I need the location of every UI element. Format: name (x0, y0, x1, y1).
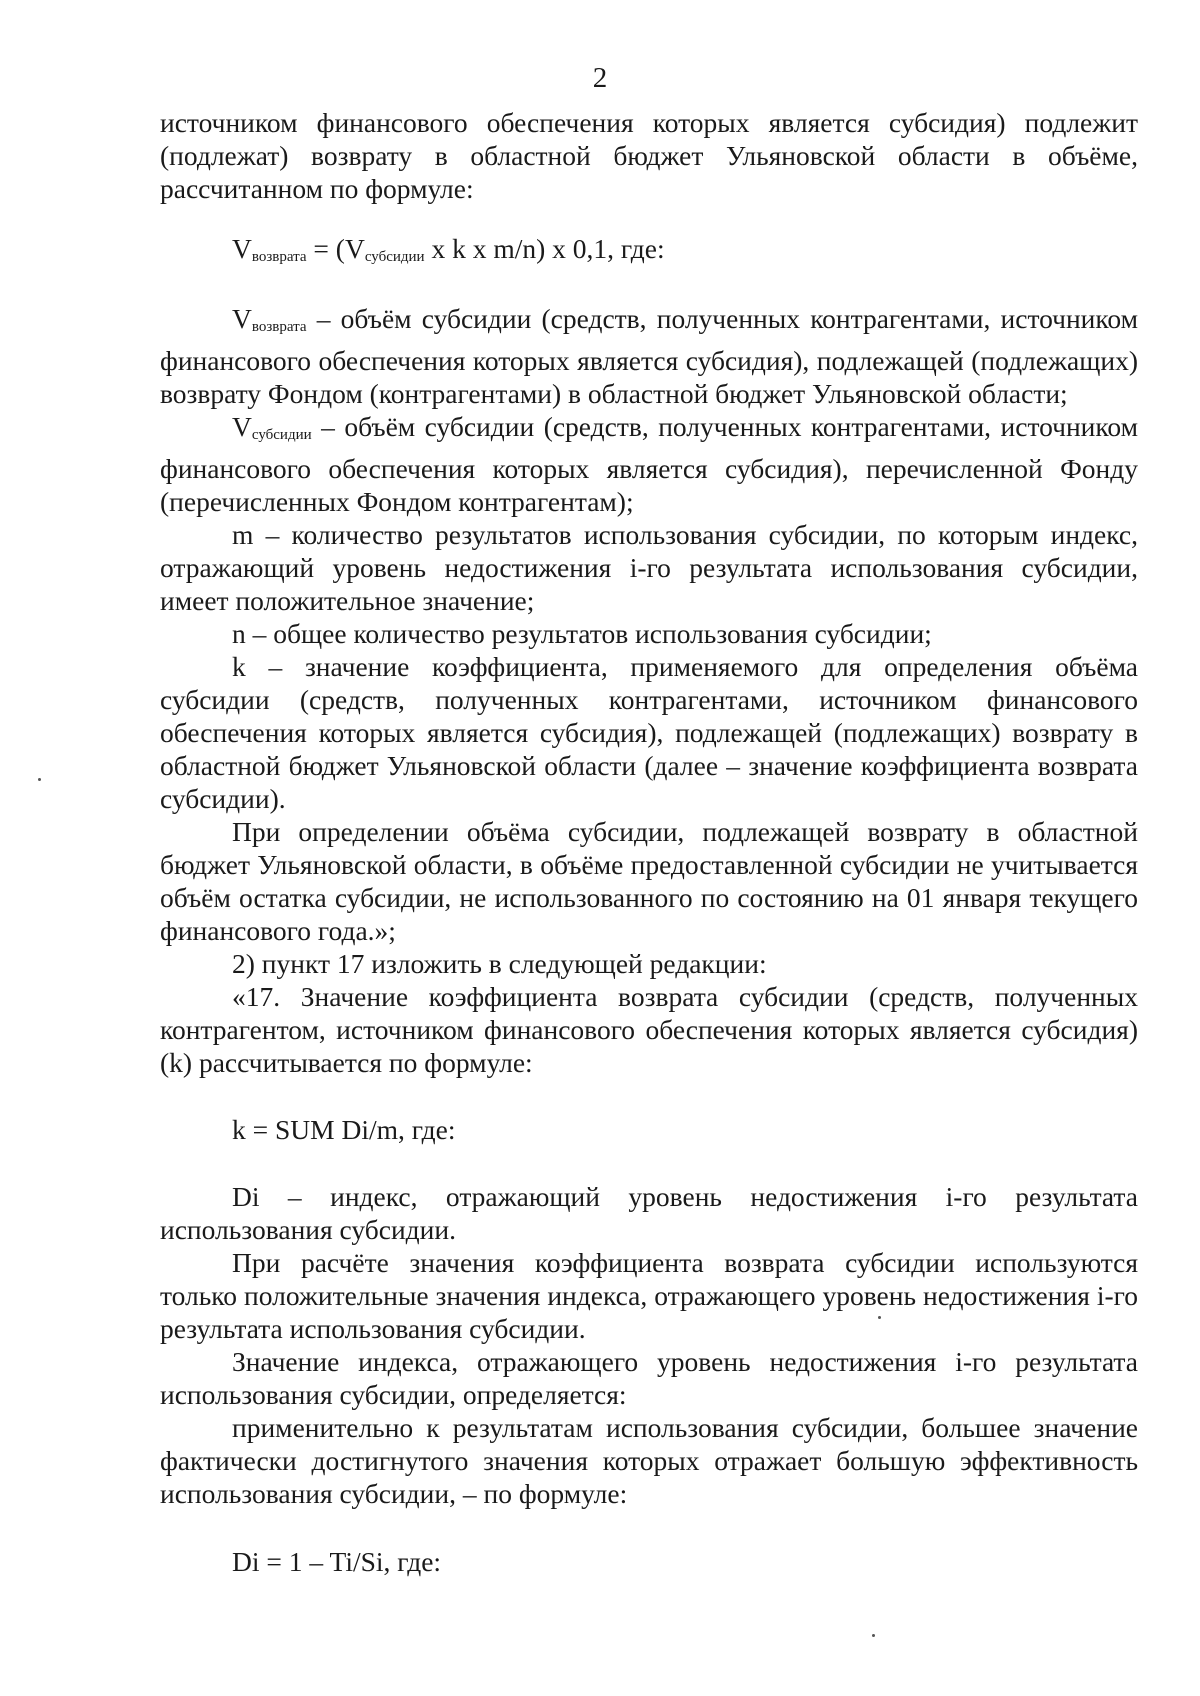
paragraph-opredelenii: При определении объёма субсидии, подлежащей возврату в областной бюджет Ульяновской области, в объёме предоставленной субсидии не учитывается объём остатка субсидии, не использованного по состоянию на 01 января текущего финансового года.»; (160, 816, 1138, 946)
definition-text: – объём субсидии (средств, полученных контрагентами, источником финансового обеспечения которых является субсидия), перечисленной Фонду (перечисленных Фондом контрагентам); (160, 411, 1138, 517)
paragraph-znachenie: Значение индекса, отражающего уровень недостижения i-го результата использования субсидии, определяется: (160, 1346, 1138, 1410)
formula-v-vozvrata (160, 232, 1138, 274)
definition-subscript: возврата (251, 319, 307, 335)
definition-symbol: V (232, 303, 252, 334)
paragraph-punkt-17: 2) пункт 17 изложить в следующей редакции: (232, 948, 767, 979)
paragraph-raschete: При расчёте значения коэффициента возврата субсидии используются только положительные значения индекса, отражающего уровень недостижения i-го результата использования субсидии. (160, 1247, 1138, 1344)
definition-subscript: субсидии (251, 427, 312, 443)
formula-equals: = (V (306, 233, 365, 264)
definition-di: Di – индекс, отражающий уровень недостижения i-го результата использования субсидии. (160, 1181, 1138, 1245)
formula-subscript-subsidii: субсидии (364, 249, 425, 265)
paragraph-continuation: источником финансового обеспечения которых является субсидия) подлежит (подлежат) возврату в областной бюджет Ульяновской области в объёме, рассчитанном по формуле: (160, 107, 1138, 204)
definition-text: – объём субсидии (средств, полученных контрагентами, источником финансового обеспечения которых является субсидия), подлежащей (подлежащих) возврату Фондом (контрагентами) в областной бюджет Ульяновской области; (160, 303, 1138, 409)
definition-v-vozvrata (160, 302, 1138, 410)
definition-v-subsidii (160, 410, 1138, 518)
paragraph-primenitelno: применительно к результатам использования субсидии, большее значение фактически достигнутого значения которых отражает большую эффективность использования субсидии, – по формуле: (160, 1412, 1138, 1509)
document-body (160, 106, 1138, 1578)
page-number: 2 (592, 62, 608, 94)
formula-v-symbol: V (232, 233, 252, 264)
scan-speck (878, 1316, 881, 1319)
scan-speck (872, 1634, 875, 1637)
scan-speck (38, 778, 41, 781)
definition-k: k – значение коэффициента, применяемого для определения объёма субсидии (средств, полученных контрагентами, источником финансового обеспечения которых является субсидия), подлежащей (подлежащих) возврату в областной бюджет Ульяновской области (далее – значение коэффициента возврата субсидии). (160, 651, 1138, 814)
formula-subscript-vozvrata: возврата (251, 249, 307, 265)
definition-symbol: V (232, 411, 252, 442)
definition-n: n – общее количество результатов использования субсидии; (232, 618, 932, 649)
formula-k: k = SUM Di/m, где: (232, 1114, 456, 1145)
definition-m: m – количество результатов использования субсидии, по которым индекс, отражающий уровень недостижения i-го результата использования субсидии, имеет положительное значение; (160, 519, 1138, 616)
paragraph-17: «17. Значение коэффициента возврата субсидии (средств, полученных контрагентом, источником финансового обеспечения которых является субсидия) (k) рассчитывается по формуле: (160, 981, 1138, 1078)
formula-rest: x k x m/n) x 0,1, где: (424, 233, 665, 264)
formula-di: Di = 1 – Ti/Si, где: (232, 1546, 442, 1577)
